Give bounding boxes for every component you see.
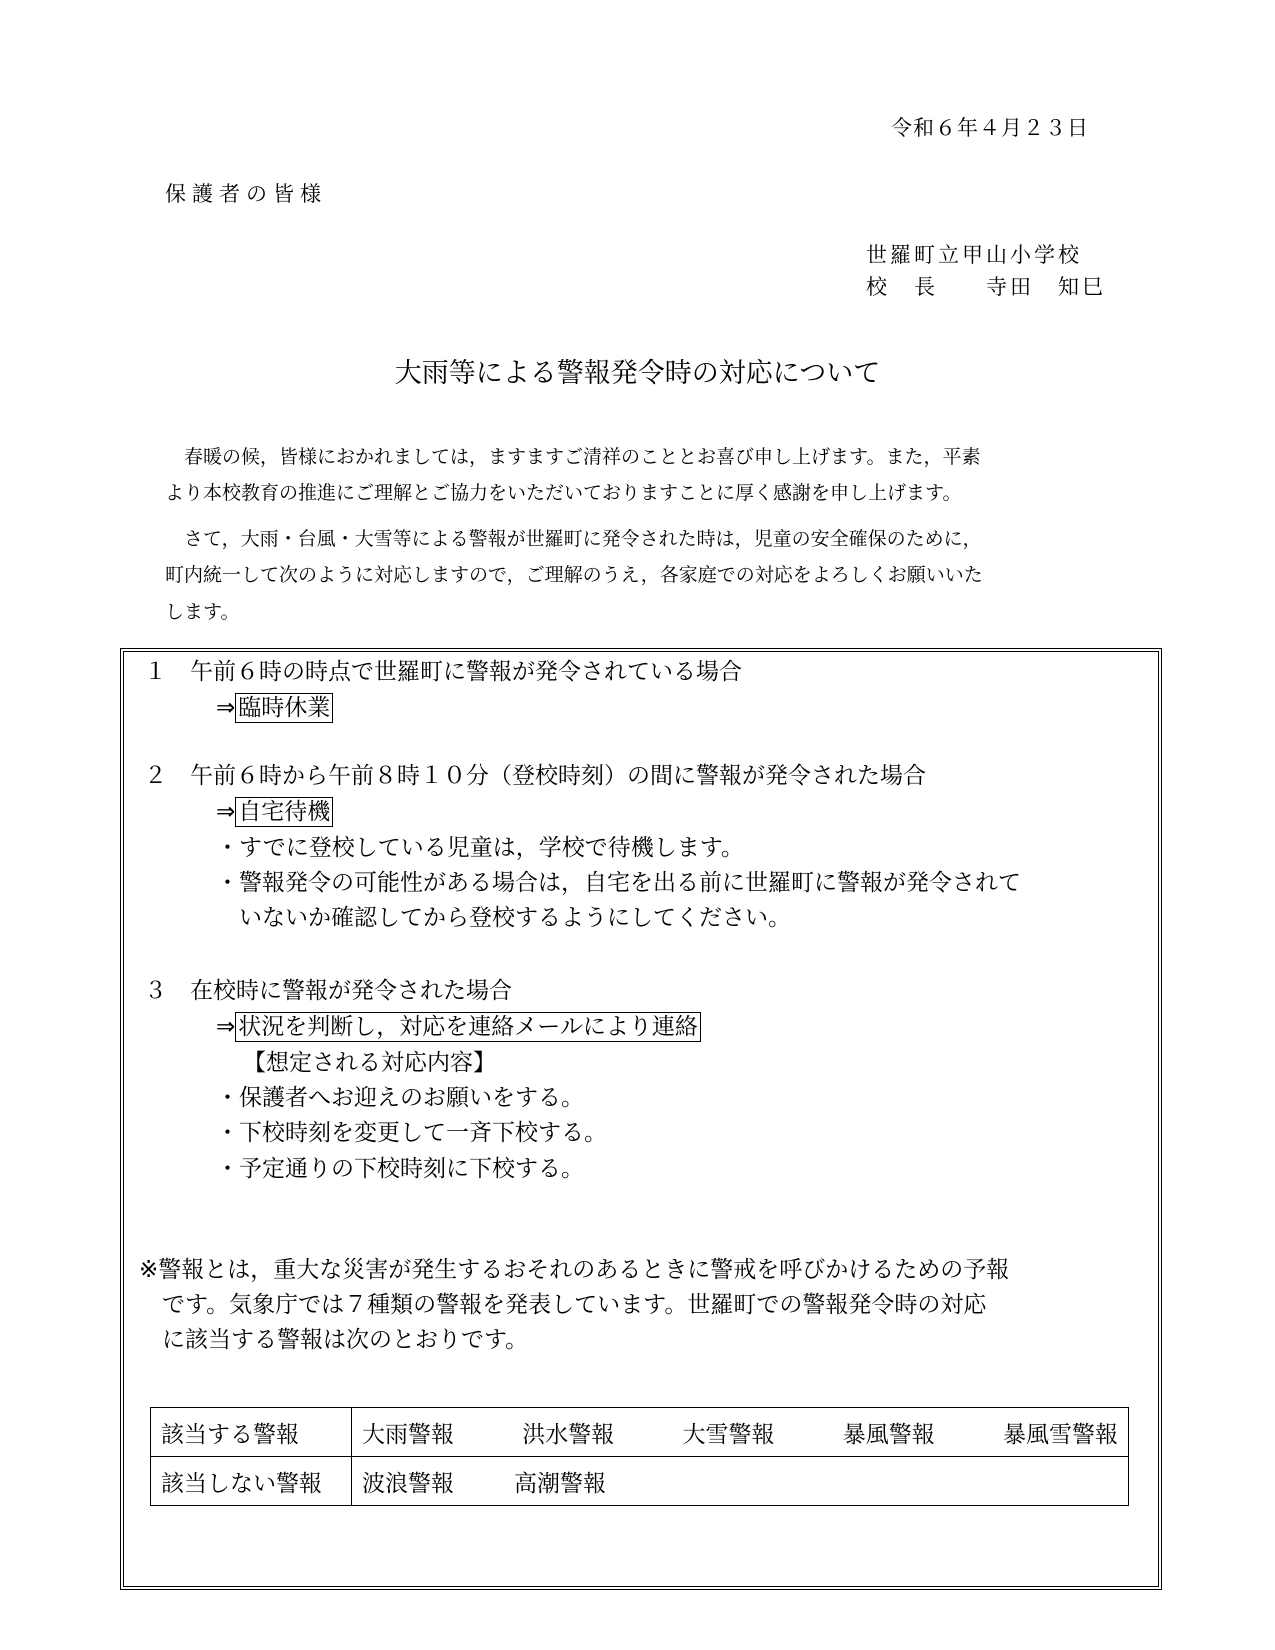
section-2-heading: ２ 午前６時から午前８時１０分（登校時刻）の間に警報が発令された場合	[144, 763, 926, 789]
addressee: 保護者の皆様	[165, 182, 327, 206]
section-2-bullet-2: ・警報発令の可能性がある場合は，自宅を出る前に世羅町に警報が発令されて	[216, 870, 1021, 896]
applicable-label: 該当する警報	[151, 1408, 352, 1457]
intro-line-3: さて，大雨・台風・大雪等による警報が世羅町に発令された時は，児童の安全確保のために，	[165, 528, 982, 550]
document-title: 大雨等による警報発令時の対応について	[394, 358, 881, 389]
school-name: 世羅町立甲山小学校	[866, 243, 1082, 267]
principal-name: 校 長 寺田 知巳	[866, 275, 1106, 299]
section-3-bullet-3: ・予定通りの下校時刻に下校する。	[216, 1156, 584, 1182]
table-row	[151, 1457, 1129, 1506]
arrow-icon: ⇒	[216, 695, 236, 721]
warning-item: 波浪警報	[362, 1470, 454, 1497]
warning-item: 大雨警報	[362, 1421, 454, 1448]
warning-item: 暴風警報	[842, 1421, 935, 1448]
table-row	[151, 1408, 1129, 1457]
warning-item: 大雪警報	[682, 1421, 775, 1448]
arrow-icon: ⇒	[216, 1014, 236, 1040]
intro-line-5: します。	[165, 601, 240, 623]
section-2-bullet-1: ・すでに登校している児童は，学校で待機します。	[216, 835, 744, 861]
section-2-action: 自宅待機	[235, 797, 333, 827]
section-3-subheading: 【想定される対応内容】	[243, 1050, 496, 1076]
section-3-action: 状況を判断し，対応を連絡メールにより連絡	[235, 1012, 701, 1042]
section-1-heading: １ 午前６時の時点で世羅町に警報が発令されている場合	[144, 659, 742, 685]
warning-item: 暴風雪警報	[1003, 1421, 1118, 1448]
intro-line-4: 町内統一して次のように対応しますので，ご理解のうえ，各家庭での対応をよろしくお願いいた	[165, 564, 983, 586]
note-line-1: ※警報とは，重大な災害が発生するおそれのあるときに警戒を呼びかけるための予報	[139, 1257, 1010, 1283]
section-2-bullet-3: いないか確認してから登校するようにしてください。	[216, 905, 791, 931]
section-3-bullet-2: ・下校時刻を変更して一斉下校する。	[216, 1120, 607, 1146]
intro-line-1: 春暖の候，皆様におかれましては，ますますご清祥のこととお喜び申し上げます。また，平素	[165, 446, 981, 468]
not-applicable-label: 該当しない警報	[151, 1457, 352, 1506]
section-2-action-line	[216, 793, 333, 826]
section-3-bullet-1: ・保護者へお迎えのお願いをする。	[216, 1085, 584, 1111]
warning-item: 洪水警報	[522, 1421, 615, 1448]
section-3-heading: ３ 在校時に警報が発令された場合	[144, 978, 512, 1004]
warnings-table	[150, 1407, 1129, 1506]
arrow-icon: ⇒	[216, 799, 236, 825]
note-line-2: です。気象庁では７種類の警報を発表しています。世羅町での警報発令時の対応	[139, 1292, 987, 1318]
not-applicable-warnings	[352, 1457, 1129, 1506]
warning-item: 高潮警報	[514, 1470, 606, 1497]
intro-line-2: より本校教育の推進にご理解とご協力をいただいておりますことに厚く感謝を申し上げます。	[165, 482, 962, 504]
section-1-action: 臨時休業	[235, 693, 333, 723]
document-date: 令和６年４月２３日	[891, 116, 1089, 140]
applicable-warnings	[352, 1408, 1129, 1457]
note-line-3: に該当する警報は次のとおりです。	[139, 1327, 529, 1353]
section-3-action-line	[216, 1008, 701, 1041]
section-1-action-line	[216, 689, 333, 722]
